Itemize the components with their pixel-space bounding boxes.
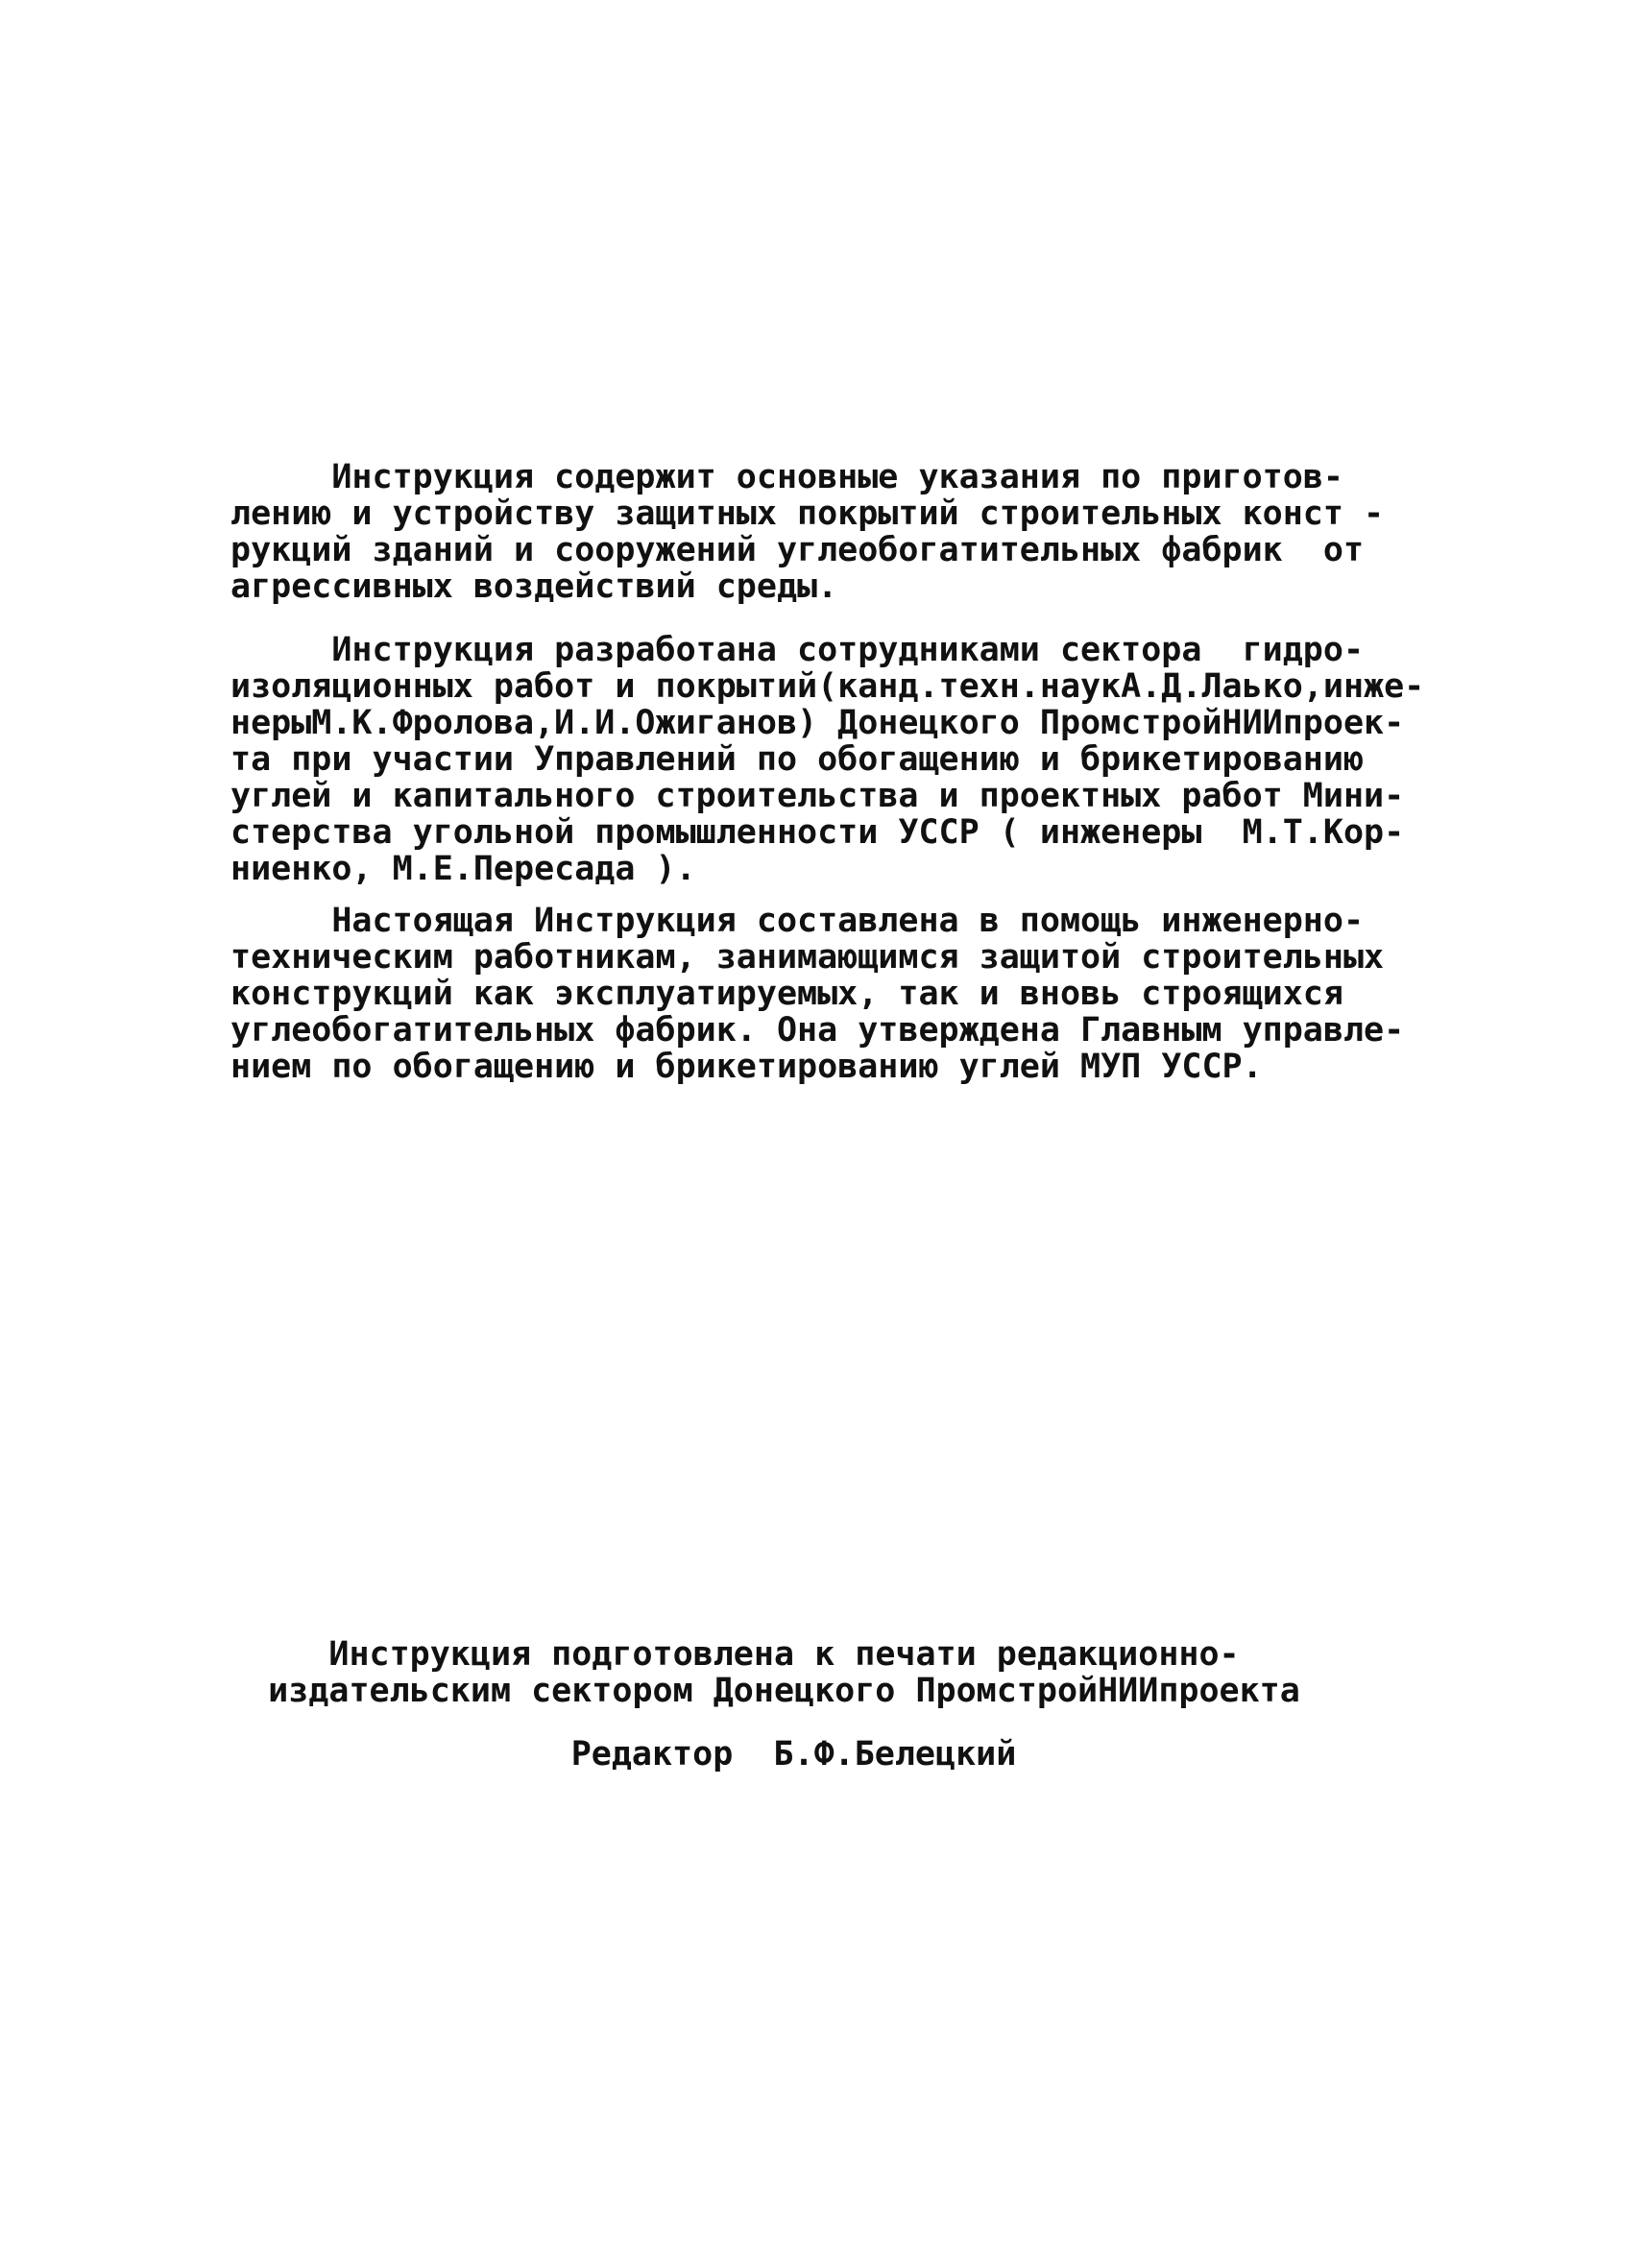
text-line: нием по обогащению и брикетированию углей МУП УССР.: [230, 1048, 1263, 1086]
text-line: та при участии Управлений по обогащению и брикетированию: [230, 740, 1365, 779]
text-line: Инструкция подготовлена к печати редакционно-: [328, 1635, 1240, 1674]
text-line: Инструкция разработана сотрудниками сектора гидро-: [230, 631, 1365, 669]
text-line: нерыМ.К.Фролова,И.И.Ожиганов) Донецкого ПромстройНИИпроек-: [230, 704, 1405, 742]
text-line: рукций зданий и сооружений углеобогатительных фабрик от: [230, 531, 1365, 569]
text-line: углей и капитального строительства и проектных работ Мини-: [230, 777, 1405, 815]
text-line: ниенко, М.Е.Пересада ).: [230, 850, 696, 888]
text-line: лению и устройству защитных покрытий строительных конст -: [230, 495, 1385, 533]
text-line: углеобогатительных фабрик. Она утверждена Главным управле-: [230, 1011, 1405, 1050]
text-line: техническим работникам, занимающимся защитой строительных: [230, 938, 1385, 977]
editor-name: Редактор Б.Ф.Белецкий: [570, 1735, 1017, 1773]
text-line: изоляционных работ и покрытий(канд.техн.наукА.Д.Лаько,инже-: [230, 667, 1425, 706]
text-line: Инструкция содержит основные указания по приготов-: [230, 458, 1343, 496]
preparation-note: [0, 1636, 1607, 1709]
text-line: издательским сектором Донецкого ПромстройНИИпроекта: [268, 1672, 1300, 1710]
text-line: агрессивных воздействий среды.: [230, 567, 838, 606]
paragraph-scope: [230, 459, 1488, 605]
text-line: конструкций как эксплуатируемых, так и вновь строящихся: [230, 975, 1343, 1013]
paragraph-purpose: [230, 903, 1488, 1085]
text-line: Настоящая Инструкция составлена в помощь инженерно-: [230, 902, 1365, 940]
text-line: стерства угольной промышленности УССР ( инженеры М.Т.Кор-: [230, 813, 1405, 852]
editor-credit: [0, 1736, 1616, 1773]
paragraph-authors: [230, 632, 1488, 887]
